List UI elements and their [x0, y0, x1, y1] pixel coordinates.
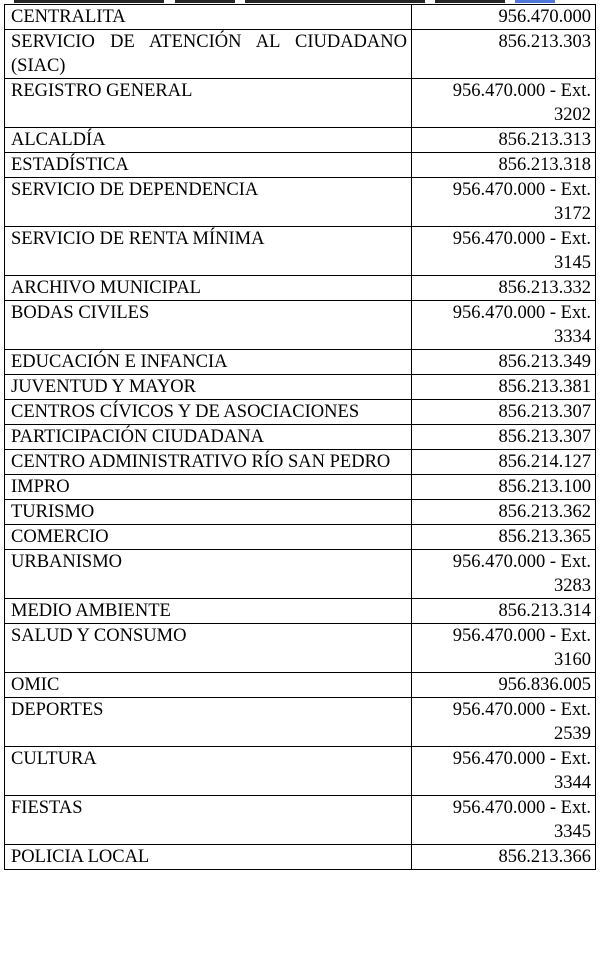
phone-number: 956.470.000 - Ext. 3283: [412, 550, 596, 599]
phone-number: 856.213.318: [412, 153, 596, 178]
table-row: [5, 550, 596, 599]
phone-number: 956.470.000 - Ext. 3334: [412, 301, 596, 350]
department-name: CENTROS CÍVICOS Y DE ASOCIACIONES: [5, 400, 412, 425]
department-name: REGISTRO GENERAL: [5, 79, 412, 128]
department-name: FIESTAS: [5, 796, 412, 845]
department-name: SERVICIO DE ATENCIÓN AL CIUDADANO (SIAC): [5, 30, 412, 79]
phone-number: 956.470.000 - Ext. 3145: [412, 227, 596, 276]
department-name: URBANISMO: [5, 550, 412, 599]
table-row: [5, 227, 596, 276]
phone-number: 856.213.366: [412, 845, 596, 870]
table-row: [5, 698, 596, 747]
table-row: [5, 599, 596, 624]
department-name: OMIC: [5, 673, 412, 698]
phone-number: 956.470.000: [412, 5, 596, 30]
department-name: COMERCIO: [5, 525, 412, 550]
department-name: ARCHIVO MUNICIPAL: [5, 276, 412, 301]
table-row: [5, 425, 596, 450]
table-row: [5, 475, 596, 500]
table-row: [5, 747, 596, 796]
phone-number: 856.213.365: [412, 525, 596, 550]
phone-number: 956.470.000 - Ext. 3160: [412, 624, 596, 673]
table-row: [5, 500, 596, 525]
table-row: [5, 845, 596, 870]
phone-number: 856.213.332: [412, 276, 596, 301]
department-name: TURISMO: [5, 500, 412, 525]
table-row: [5, 128, 596, 153]
phone-number: 956.470.000 - Ext. 3172: [412, 178, 596, 227]
phone-number: 856.213.307: [412, 425, 596, 450]
phone-number: 956.470.000 - Ext. 2539: [412, 698, 596, 747]
phone-number: 856.213.100: [412, 475, 596, 500]
department-name: IMPRO: [5, 475, 412, 500]
department-name: CENTRALITA: [5, 5, 412, 30]
phone-number: 956.470.000 - Ext. 3202: [412, 79, 596, 128]
table-row: [5, 400, 596, 425]
phone-number: 856.213.303: [412, 30, 596, 79]
table-row: [5, 153, 596, 178]
table-row: [5, 350, 596, 375]
phone-directory-table: [4, 4, 596, 870]
table-row: [5, 796, 596, 845]
department-name: DEPORTES: [5, 698, 412, 747]
table-row: [5, 178, 596, 227]
phone-number: 856.213.349: [412, 350, 596, 375]
department-name: SALUD Y CONSUMO: [5, 624, 412, 673]
phone-number: 956.470.000 - Ext. 3344: [412, 747, 596, 796]
department-name: JUVENTUD Y MAYOR: [5, 375, 412, 400]
department-name: CENTRO ADMINISTRATIVO RÍO SAN PEDRO: [5, 450, 412, 475]
phone-number: 956.470.000 - Ext. 3345: [412, 796, 596, 845]
department-name: POLICIA LOCAL: [5, 845, 412, 870]
department-name: SERVICIO DE RENTA MÍNIMA: [5, 227, 412, 276]
phone-number: 856.213.362: [412, 500, 596, 525]
table-row: [5, 276, 596, 301]
phone-number: 856.213.314: [412, 599, 596, 624]
phone-number: 856.213.313: [412, 128, 596, 153]
department-name: MEDIO AMBIENTE: [5, 599, 412, 624]
department-name: CULTURA: [5, 747, 412, 796]
cropped-text-remnant: [0, 0, 600, 3]
table-row: [5, 525, 596, 550]
table-row: [5, 5, 596, 30]
department-name: SERVICIO DE DEPENDENCIA: [5, 178, 412, 227]
department-name: EDUCACIÓN E INFANCIA: [5, 350, 412, 375]
table-row: [5, 375, 596, 400]
phone-number: 856.213.381: [412, 375, 596, 400]
phone-number: 856.213.307: [412, 400, 596, 425]
department-name: ESTADÍSTICA: [5, 153, 412, 178]
table-row: [5, 673, 596, 698]
department-name: BODAS CIVILES: [5, 301, 412, 350]
department-name: PARTICIPACIÓN CIUDADANA: [5, 425, 412, 450]
department-name: ALCALDÍA: [5, 128, 412, 153]
phone-directory-body: [5, 5, 596, 870]
table-row: [5, 624, 596, 673]
table-row: [5, 450, 596, 475]
phone-number: 856.214.127: [412, 450, 596, 475]
phone-number: 956.836.005: [412, 673, 596, 698]
table-row: [5, 301, 596, 350]
table-row: [5, 30, 596, 79]
table-row: [5, 79, 596, 128]
